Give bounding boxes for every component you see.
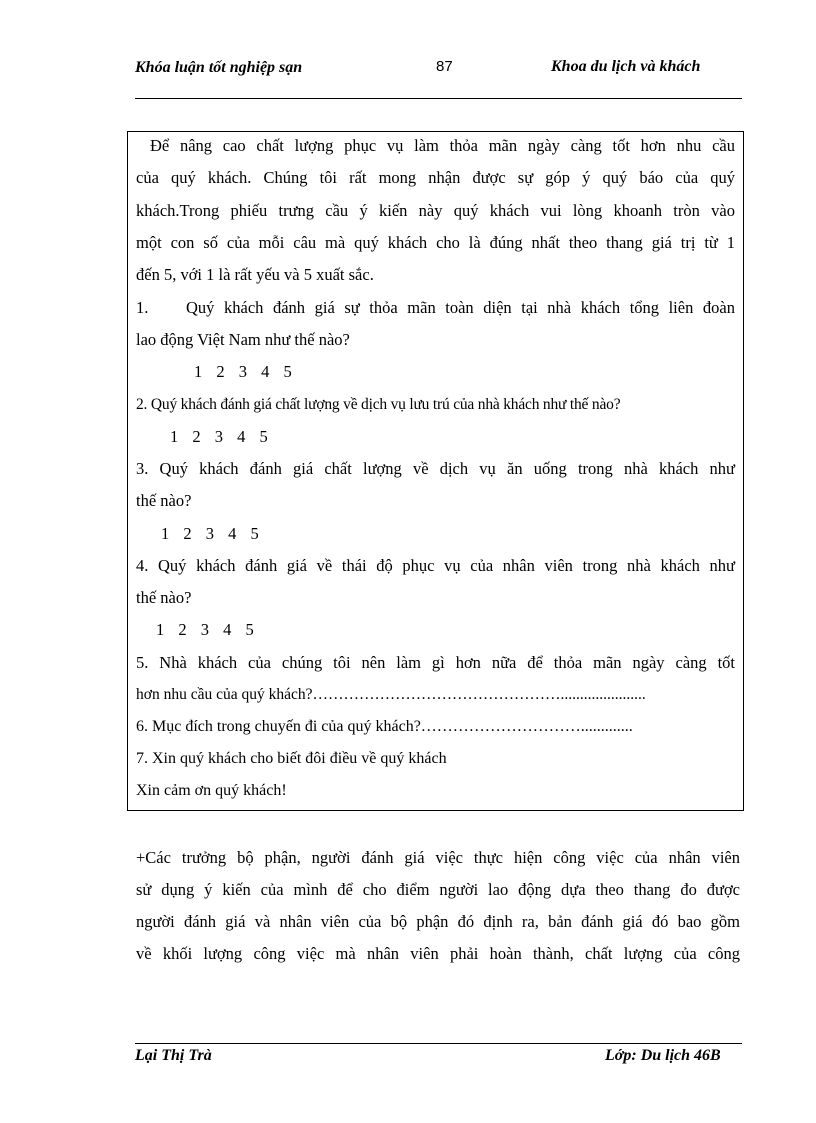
question-2-scale: 1 2 3 4 5	[170, 427, 268, 446]
footer-rule	[135, 1043, 742, 1044]
body-paragraph-line: +Các trưởng bộ phận, người đánh giá việc thực hiện công việc của nhân viên	[136, 848, 740, 867]
question-1-text-cont: lao động Việt Nam như thế nào?	[136, 330, 350, 349]
question-1-scale: 1 2 3 4 5	[194, 362, 292, 381]
question-3-scale: 1 2 3 4 5	[161, 524, 259, 543]
survey-intro-line: của quý khách. Chúng tôi rất mong nhận được sự góp ý quý báo của quý	[136, 168, 735, 187]
body-paragraph-line: người đánh giá và nhân viên của bộ phận đó định ra, bản đánh giá đó bao gồm	[136, 912, 740, 931]
question-1-text: Quý khách đánh giá sự thỏa mãn toàn diện tại nhà khách tổng liên đoàn	[186, 298, 735, 317]
footer-class: Lớp: Du lịch 46B	[605, 1047, 721, 1064]
question-4-text-cont: thế nào?	[136, 588, 192, 607]
survey-intro-line: một con số của mỗi câu mà quý khách cho là đúng nhất theo thang giá trị từ 1	[136, 233, 735, 252]
survey-intro-line: khách.Trong phiếu trưng cầu ý kiến này quý khách vui lòng khoanh tròn vào	[136, 201, 735, 220]
header-rule	[135, 98, 742, 99]
question-1-number: 1.	[136, 298, 149, 317]
question-4-text: 4. Quý khách đánh giá về thái độ phục vụ của nhân viên trong nhà khách như	[136, 556, 735, 575]
question-5-text: 5. Nhà khách của chúng tôi nên làm gì hơn nữa để thỏa mãn ngày càng tốt	[136, 653, 735, 672]
question-3-text: 3. Quý khách đánh giá chất lượng về dịch vụ ăn uống trong nhà khách như	[136, 459, 735, 478]
question-6-text: 6. Mục đích trong chuyến đi của quý khách?………………………….............	[136, 718, 633, 735]
survey-thanks: Xin cảm ơn quý khách!	[136, 782, 287, 799]
body-paragraph-line: sử dụng ý kiến của mình để cho điểm người lao động dựa theo thang đo được	[136, 880, 740, 899]
question-5-text-cont: hơn nhu cầu của quý khách?…………………………………………......................	[136, 686, 646, 703]
header-left-title: Khóa luận tốt nghiệp sạn	[135, 59, 303, 76]
body-paragraph-line: về khối lượng công việc mà nhân viên phải hoàn thành, chất lượng của công	[136, 944, 740, 963]
survey-intro-line: đến 5, với 1 là rất yếu và 5 xuất sắc.	[136, 265, 374, 284]
header-right-title: Khoa du lịch và khách	[551, 58, 701, 75]
question-2-text: 2. Quý khách đánh giá chất lượng về dịch vụ lưu trú của nhà khách như thế nào?	[136, 396, 621, 413]
question-3-text-cont: thế nào?	[136, 491, 192, 510]
page-number: 87	[436, 58, 453, 75]
question-7-text: 7. Xin quý khách cho biết đôi điều về quý khách	[136, 750, 447, 767]
footer-author: Lại Thị Trà	[135, 1047, 212, 1064]
survey-intro-line: Để nâng cao chất lượng phục vụ làm thỏa mãn ngày càng tốt hơn nhu cầu	[150, 136, 735, 155]
question-4-scale: 1 2 3 4 5	[156, 620, 254, 639]
